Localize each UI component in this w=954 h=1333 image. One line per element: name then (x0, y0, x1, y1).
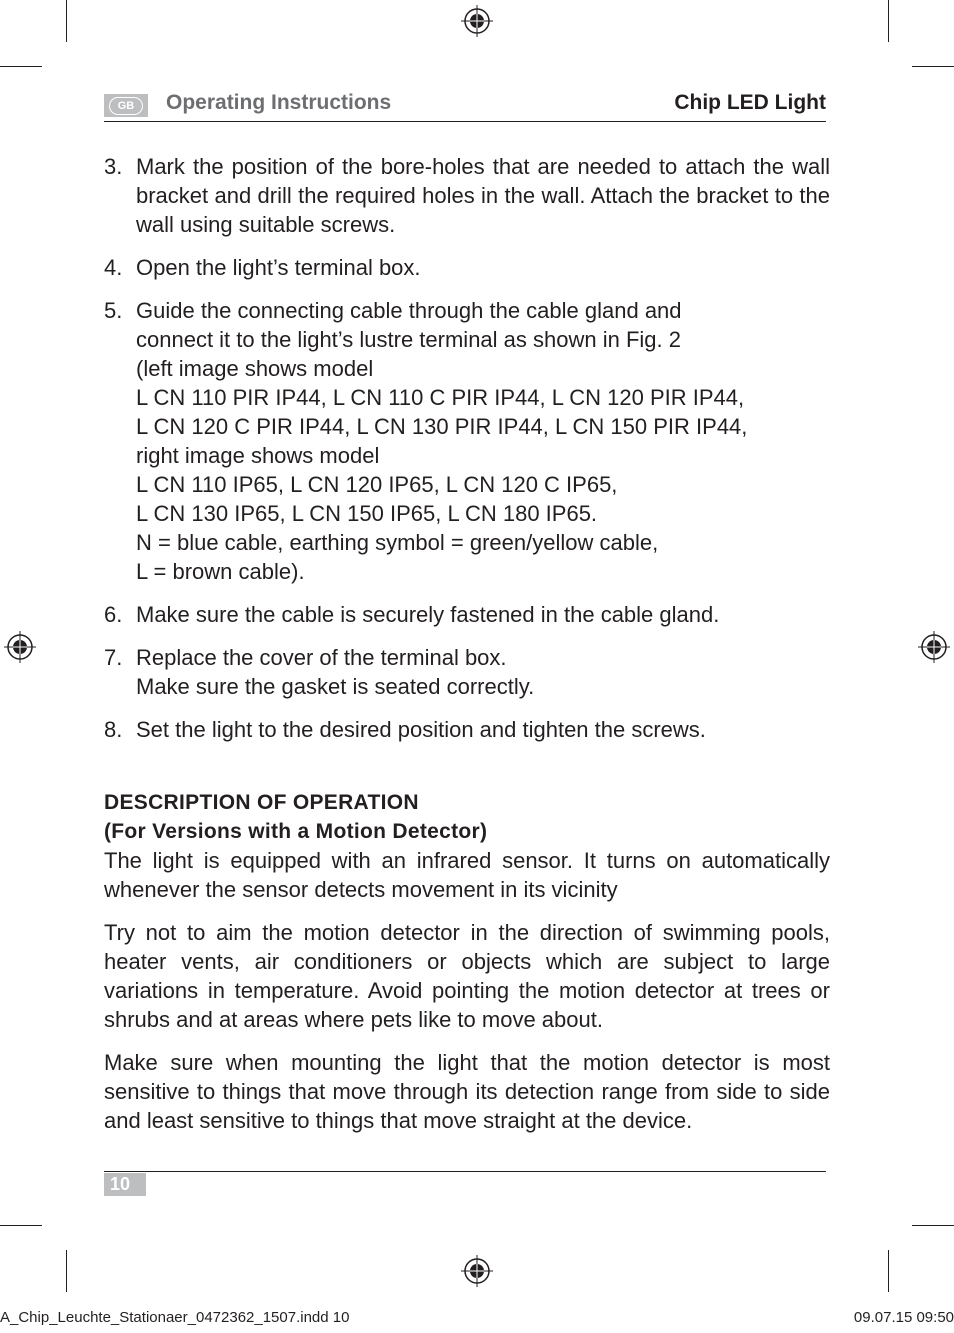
paragraph: Make sure when mounting the light that the motion detector is most sensitive to things that move through its detection range from side to side and least sensitive to things that move straight at the device. (104, 1050, 830, 1133)
registration-mark-icon (917, 630, 951, 664)
step-number: 4. (104, 255, 123, 280)
language-badge (104, 94, 148, 117)
crop-mark-bottom-right-vertical (888, 1250, 889, 1292)
crop-mark-bottom-left-vertical (66, 1250, 67, 1292)
instruction-step (104, 152, 830, 239)
print-slug-timestamp: 09.07.15 09:50 (853, 1309, 954, 1326)
step-number: 3. (104, 154, 123, 179)
paragraph: The light is equipped with an infrared sensor. It turns on automatically whenever the sensor detects movement in its vicinity (104, 848, 830, 902)
page-content (104, 152, 830, 1149)
running-header (104, 88, 826, 122)
step-text: Make sure the cable is securely fastened in the cable gland. (136, 602, 720, 627)
step-text-line: L = brown cable). (136, 559, 305, 584)
instruction-step (104, 253, 830, 282)
step-text-line: right image shows model (136, 443, 380, 468)
paragraph: Try not to aim the motion detector in the direction of swimming pools, heater vents, air conditioners or objects which are subject to large variations in temperature. Avoid pointing the motion detector at trees or shrubs and at areas where pets like to move about. (104, 920, 830, 1032)
step-text: Open the light’s terminal box. (136, 255, 421, 280)
step-text-line: Guide the connecting cable through the cable gland and (136, 298, 682, 323)
crop-mark-top-left-horizontal (0, 66, 42, 67)
crop-mark-top-right-vertical (888, 0, 889, 42)
step-number: 5. (104, 298, 123, 323)
section-subheading: (For Versions with a Motion Detector) (104, 820, 488, 843)
instruction-step (104, 296, 830, 586)
section-heading: DESCRIPTION OF OPERATION (104, 791, 419, 814)
language-badge-label: GB (109, 97, 143, 115)
crop-mark-top-left-vertical (66, 0, 67, 42)
step-number: 8. (104, 717, 123, 742)
crop-mark-top-right-horizontal (912, 66, 954, 67)
instruction-step (104, 715, 830, 744)
registration-mark-icon (460, 1254, 494, 1288)
instruction-step (104, 600, 830, 629)
step-text: Set the light to the desired position and tighten the screws. (136, 717, 706, 742)
document-title: Operating Instructions (166, 91, 392, 114)
registration-mark-icon (3, 630, 37, 664)
step-text-line: L CN 110 PIR IP44, L CN 110 C PIR IP44, L CN 120 PIR IP44, (136, 385, 745, 410)
footer-rule (104, 1171, 826, 1172)
product-name: Chip LED Light (674, 91, 826, 114)
instruction-step (104, 643, 830, 701)
step-number: 6. (104, 602, 123, 627)
step-text-line: L CN 110 IP65, L CN 120 IP65, L CN 120 C IP65, (136, 472, 618, 497)
page-number: 10 (104, 1173, 146, 1196)
step-text-line: Make sure the gasket is seated correctly. (136, 674, 535, 699)
step-text-line: L CN 120 C PIR IP44, L CN 130 PIR IP44, L CN 150 PIR IP44, (136, 414, 748, 439)
step-number: 7. (104, 645, 123, 670)
step-text-line: (left image shows model (136, 356, 374, 381)
step-text-line: L CN 130 IP65, L CN 150 IP65, L CN 180 IP65. (136, 501, 598, 526)
crop-mark-bottom-left-horizontal (0, 1225, 42, 1226)
step-text: Mark the position of the bore-holes that are needed to attach the wall bracket and drill the required holes in the wall. Attach the bracket to the wall using suitable screws. (136, 154, 830, 237)
step-text-line: connect it to the light’s lustre terminal as shown in Fig. 2 (136, 327, 681, 352)
registration-mark-icon (460, 4, 494, 38)
step-text-line: Replace the cover of the terminal box. (136, 645, 507, 670)
operation-section (104, 788, 830, 1135)
step-text-line: N = blue cable, earthing symbol = green/yellow cable, (136, 530, 659, 555)
print-slug-filename: A_Chip_Leuchte_Stationaer_0472362_1507.indd 10 (0, 1309, 350, 1326)
crop-mark-bottom-right-horizontal (912, 1225, 954, 1226)
